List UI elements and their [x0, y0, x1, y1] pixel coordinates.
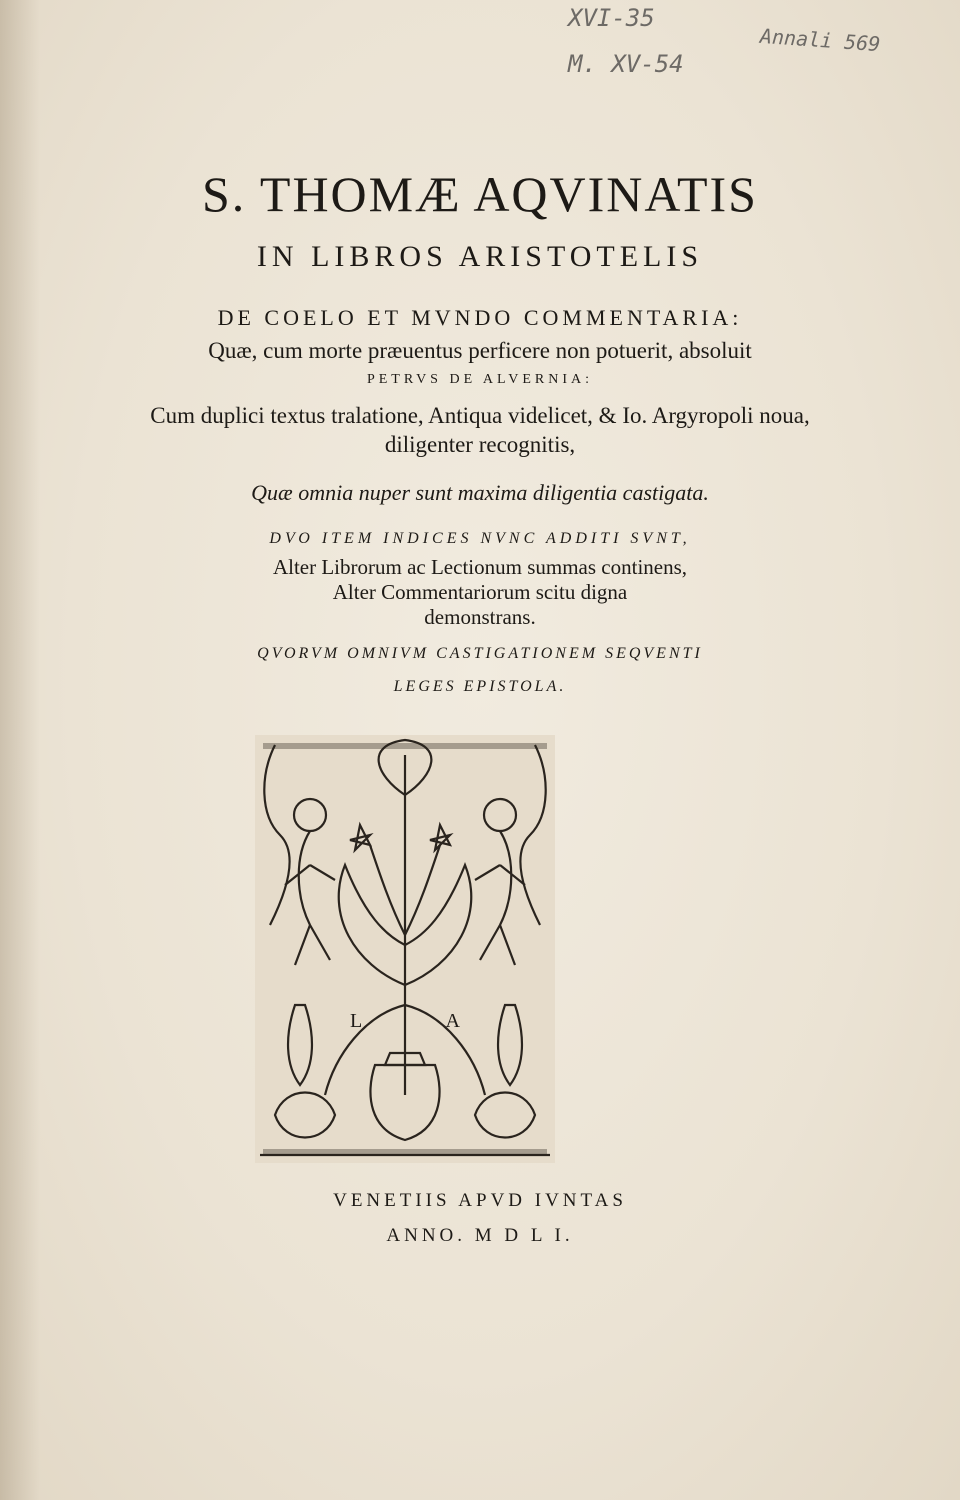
completion-note: Quæ, cum morte præuentus perficere non potuerit, absoluit	[208, 338, 752, 363]
imprint-place: VENETIIS APVD IVNTAS	[333, 1190, 627, 1211]
index-two-cont: demonstrans.	[424, 605, 536, 629]
printers-device-woodcut	[255, 735, 555, 1163]
catalog-note: Annali 569	[759, 23, 882, 57]
shelfmark-note: XVI-35	[568, 4, 655, 32]
device-initials: L A	[350, 1010, 460, 1032]
translation-note: Cum duplici textus tralatione, Antiqua videlicet, & Io. Argyropoli noua,	[150, 403, 810, 428]
book-title: S. THOMÆ AQVINATIS	[202, 166, 758, 222]
call-number-note: M. XV-54	[568, 50, 684, 78]
epistle-note-cont: LEGES EPISTOLA.	[393, 678, 567, 695]
epistle-note: QVORVM OMNIVM CASTIGATIONEM SEQVENTI	[257, 645, 703, 662]
index-two: Alter Commentariorum scitu digna	[332, 580, 628, 604]
work-title: DE COELO ET MVNDO COMMENTARIA:	[217, 305, 743, 330]
index-one: Alter Librorum ac Lectionum summas continens,	[272, 555, 688, 579]
castigation-note: Quæ omnia nuper sunt maxima diligentia castigata.	[251, 480, 709, 505]
recognition-note: diligenter recognitis,	[384, 432, 576, 457]
book-subtitle: IN LIBROS ARISTOTELIS	[256, 240, 704, 273]
page-edge-shadow	[0, 0, 40, 1500]
indices-heading: DVO ITEM INDICES NVNC ADDITI SVNT,	[269, 530, 691, 547]
imprint-date: ANNO. M D L I.	[386, 1225, 574, 1246]
author-name: PETRVS DE ALVERNIA:	[366, 372, 594, 387]
